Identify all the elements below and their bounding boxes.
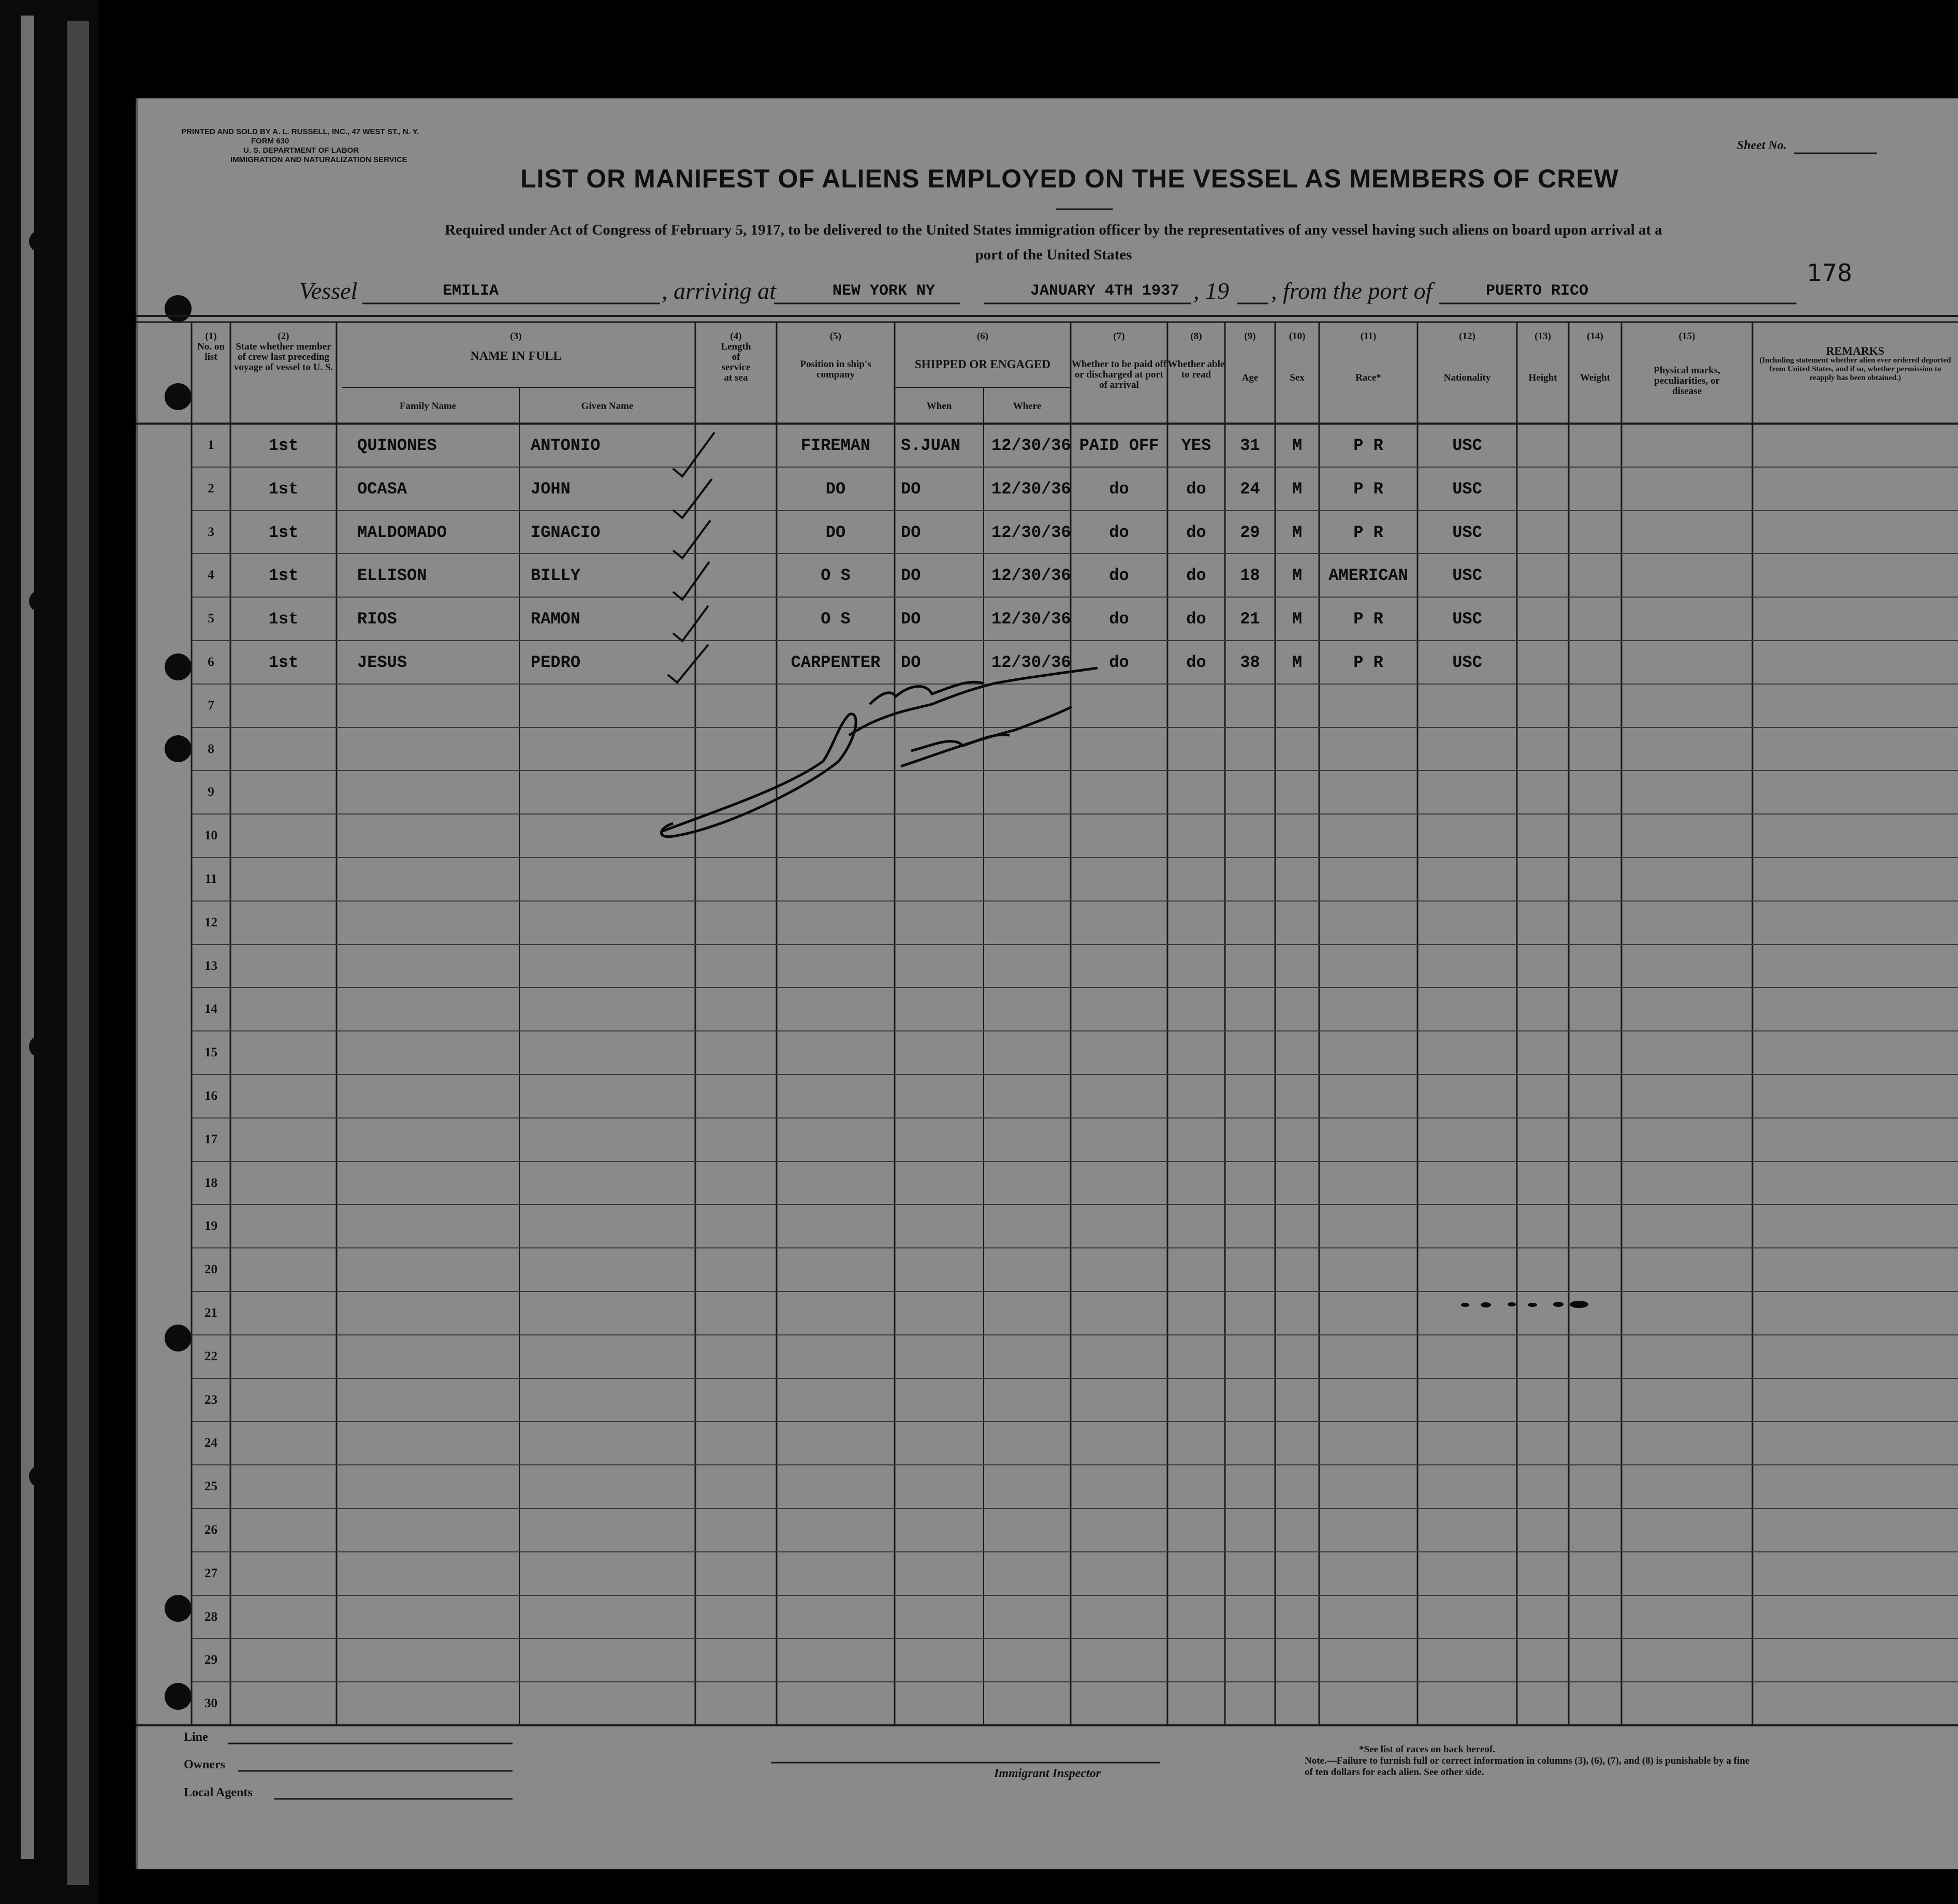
col-num: (2) bbox=[277, 331, 289, 342]
row-number: 22 bbox=[204, 1349, 217, 1363]
cell-when: DO bbox=[901, 479, 921, 499]
row-number: 23 bbox=[204, 1393, 217, 1407]
local-agents-label: Local Agents bbox=[184, 1786, 253, 1799]
cell-age: 21 bbox=[1240, 609, 1260, 629]
cell-sex: M bbox=[1292, 566, 1303, 585]
col-6b-header: Where bbox=[1013, 401, 1042, 412]
col-8-header bbox=[1167, 331, 1225, 380]
subtitle-line-1: Required under Act of Congress of February 5, 1917, to be delivered to the United States immigration officer by the representatives of any vessel having such aliens on board upon arrival at a bbox=[445, 222, 1662, 238]
cell-nationality: USC bbox=[1452, 609, 1482, 629]
row-number: 20 bbox=[204, 1262, 217, 1276]
col-title: Age bbox=[1241, 372, 1259, 383]
arriving-label: , arriving at bbox=[662, 278, 777, 304]
row-number: 19 bbox=[204, 1219, 217, 1233]
row-number: 4 bbox=[208, 568, 214, 582]
row-number: 24 bbox=[204, 1436, 217, 1450]
col-title: Length of service at sea bbox=[721, 341, 751, 383]
row-number: 26 bbox=[204, 1523, 217, 1537]
col-13-header bbox=[1517, 331, 1569, 383]
cell-nationality: USC bbox=[1452, 566, 1482, 585]
col-num: (3) bbox=[510, 331, 522, 342]
cell-paid: PAID OFF bbox=[1079, 436, 1159, 455]
row-number: 28 bbox=[204, 1610, 217, 1624]
inspector-label: Immigrant Inspector bbox=[994, 1767, 1101, 1780]
row-number: 14 bbox=[204, 1002, 217, 1016]
col-num: (15) bbox=[1678, 331, 1696, 342]
row-number: 12 bbox=[204, 915, 217, 929]
cell-age: 31 bbox=[1240, 436, 1260, 455]
col-6a-header: When bbox=[926, 401, 952, 412]
row-number: 5 bbox=[208, 612, 214, 626]
col-1-header bbox=[192, 331, 230, 362]
cell-read: YES bbox=[1181, 436, 1211, 455]
cell-race: AMERICAN bbox=[1328, 566, 1408, 585]
cell-position: DO bbox=[825, 479, 846, 499]
cell-position: O S bbox=[821, 609, 851, 629]
col-12-header bbox=[1418, 331, 1517, 383]
col-7-header bbox=[1071, 331, 1167, 390]
sheet-label: Sheet No. bbox=[1737, 139, 1787, 152]
cell-voyage: 1st bbox=[268, 436, 299, 455]
row-number: 27 bbox=[204, 1566, 217, 1580]
cell-family: QUINONES bbox=[357, 436, 437, 455]
row-number: 30 bbox=[204, 1696, 217, 1710]
cell-family: JESUS bbox=[357, 653, 407, 672]
cell-position: CARPENTER bbox=[791, 653, 881, 672]
cell-paid: do bbox=[1109, 609, 1129, 629]
row-number: 3 bbox=[208, 525, 214, 539]
col-num: (6) bbox=[976, 331, 989, 342]
col-title: REMARKS bbox=[1826, 344, 1884, 357]
arrival-date: JANUARY 4TH 1937 bbox=[1030, 282, 1180, 300]
col-2-header bbox=[233, 331, 334, 373]
inspector-signature bbox=[662, 668, 1098, 837]
year-label: , 19 bbox=[1193, 278, 1229, 304]
col-title: Weight bbox=[1580, 372, 1611, 383]
row-number: 2 bbox=[208, 482, 214, 496]
fine-note: Note.—Failure to furnish full or correct information in columns (3), (6), (7), and (8) is punishable by a fine of ten dollars for each alien. See other side. bbox=[1305, 1755, 1750, 1778]
cell-given: BILLY bbox=[531, 566, 581, 585]
row-number: 13 bbox=[204, 959, 217, 973]
col-15-header bbox=[1621, 331, 1752, 397]
col-16-header bbox=[1752, 346, 1958, 383]
vessel-label: Vessel bbox=[299, 278, 358, 304]
cell-sex: M bbox=[1292, 436, 1303, 455]
subtitle-line-2: port of the United States bbox=[975, 246, 1132, 263]
cell-voyage: 1st bbox=[268, 653, 299, 672]
cell-race: P R bbox=[1353, 436, 1383, 455]
cell-sex: M bbox=[1292, 653, 1303, 672]
row-number: 18 bbox=[204, 1176, 217, 1190]
cell-when: DO bbox=[901, 566, 921, 585]
cell-sex: M bbox=[1292, 479, 1303, 499]
col-4-header bbox=[695, 331, 777, 383]
cell-race: P R bbox=[1353, 653, 1383, 672]
col-num: (9) bbox=[1244, 331, 1256, 342]
col-num: (5) bbox=[829, 331, 842, 342]
row-number: 1 bbox=[208, 438, 214, 452]
row-number: 25 bbox=[204, 1479, 217, 1493]
col-title: SHIPPED OR ENGAGED bbox=[915, 358, 1050, 371]
col-num: (7) bbox=[1113, 331, 1125, 342]
cell-when: DO bbox=[901, 653, 921, 672]
col-9-header bbox=[1225, 331, 1275, 383]
cell-paid: do bbox=[1109, 566, 1129, 585]
col-num: (13) bbox=[1535, 331, 1551, 342]
col-title: Race* bbox=[1355, 372, 1381, 383]
cell-nationality: USC bbox=[1452, 436, 1482, 455]
col-title: No. on list bbox=[197, 341, 225, 362]
cell-voyage: 1st bbox=[268, 609, 299, 629]
row-number: 17 bbox=[204, 1132, 217, 1146]
col-num: (11) bbox=[1360, 331, 1377, 342]
col-num: (8) bbox=[1190, 331, 1202, 342]
row-number: 7 bbox=[208, 699, 214, 713]
col-11-header bbox=[1319, 331, 1418, 383]
cell-where: 12/30/36 bbox=[991, 609, 1071, 629]
col-title: Position in ship's company bbox=[800, 359, 871, 380]
cell-where: 12/30/36 bbox=[991, 523, 1071, 542]
cell-voyage: 1st bbox=[268, 523, 299, 542]
cell-paid: do bbox=[1109, 479, 1129, 499]
cell-given: JOHN bbox=[531, 479, 571, 499]
col-title: Physical marks, peculiarities, or disease bbox=[1654, 365, 1720, 397]
col-num: (4) bbox=[730, 331, 742, 342]
col-title: Whether able to read bbox=[1167, 359, 1225, 380]
cell-family: OCASA bbox=[357, 479, 407, 499]
line-label: Line bbox=[184, 1731, 208, 1744]
row-number: 11 bbox=[204, 872, 217, 886]
races-note: *See list of races on back hereof. bbox=[1359, 1744, 1495, 1755]
col-num: (12) bbox=[1459, 331, 1475, 342]
col-num: (10) bbox=[1289, 331, 1306, 342]
row-number: 10 bbox=[204, 829, 217, 842]
cell-family: RIOS bbox=[357, 609, 397, 629]
cell-race: P R bbox=[1353, 523, 1383, 542]
cell-age: 18 bbox=[1240, 566, 1260, 585]
col-10-header bbox=[1275, 331, 1319, 383]
row-number: 6 bbox=[208, 655, 214, 669]
col-title: Nationality bbox=[1443, 372, 1491, 383]
row-number: 21 bbox=[204, 1306, 217, 1320]
cell-position: O S bbox=[821, 566, 851, 585]
cell-when: S.JUAN bbox=[901, 436, 961, 455]
col-title: State whether member of crew last preceding voyage of vessel to U. S. bbox=[233, 341, 333, 373]
departure-port: PUERTO RICO bbox=[1486, 282, 1589, 300]
cell-when: DO bbox=[901, 523, 921, 542]
cell-read: do bbox=[1186, 609, 1206, 629]
cell-voyage: 1st bbox=[268, 566, 299, 585]
cell-given: IGNACIO bbox=[531, 523, 601, 542]
cell-when: DO bbox=[901, 609, 921, 629]
col-note: (Including statement whether alien ever ordered deported from United States, and if so, whether permission to reapply has been obtained.) bbox=[1759, 356, 1951, 382]
cell-given: RAMON bbox=[531, 609, 581, 629]
cell-nationality: USC bbox=[1452, 523, 1482, 542]
cell-race: P R bbox=[1353, 609, 1383, 629]
cell-given: PEDRO bbox=[531, 653, 581, 672]
col-title: Height bbox=[1528, 372, 1557, 383]
cell-given: ANTONIO bbox=[531, 436, 601, 455]
cell-age: 38 bbox=[1240, 653, 1260, 672]
col-title: Sex bbox=[1290, 372, 1305, 383]
vessel-name: EMILIA bbox=[443, 282, 499, 300]
col-14-header bbox=[1569, 331, 1621, 383]
page-title: LIST OR MANIFEST OF ALIENS EMPLOYED ON THE VESSEL AS MEMBERS OF CREW bbox=[520, 164, 1619, 193]
arrival-port: NEW YORK NY bbox=[832, 282, 936, 300]
row-number: 8 bbox=[208, 742, 214, 756]
row-number: 16 bbox=[204, 1089, 217, 1103]
owners-label: Owners bbox=[184, 1758, 225, 1771]
cell-read: do bbox=[1186, 566, 1206, 585]
cell-age: 29 bbox=[1240, 523, 1260, 542]
cell-where: 12/30/36 bbox=[991, 479, 1071, 499]
col-3-header bbox=[337, 331, 695, 361]
col-5-header bbox=[777, 331, 895, 380]
printer-line: PRINTED AND SOLD BY A. L. RUSSELL, INC., 47 WEST ST., N. Y. bbox=[181, 127, 419, 136]
cell-where: 12/30/36 bbox=[991, 566, 1071, 585]
cell-voyage: 1st bbox=[268, 479, 299, 499]
cell-sex: M bbox=[1292, 523, 1303, 542]
cell-family: MALDOMADO bbox=[357, 523, 447, 542]
form-number: FORM 630 bbox=[251, 137, 289, 146]
cell-position: FIREMAN bbox=[800, 436, 871, 455]
cell-paid: do bbox=[1109, 523, 1129, 542]
col-num: (1) bbox=[205, 331, 217, 342]
cell-age: 24 bbox=[1240, 479, 1260, 499]
col-6-header bbox=[895, 331, 1071, 370]
row-number: 29 bbox=[204, 1653, 217, 1667]
row-number: 9 bbox=[208, 785, 214, 799]
checkmarks bbox=[668, 432, 714, 682]
cell-read: do bbox=[1186, 653, 1206, 672]
cell-family: ELLISON bbox=[357, 566, 427, 585]
cell-read: do bbox=[1186, 479, 1206, 499]
col-title: Whether to be paid off or discharged at port of arrival bbox=[1071, 359, 1167, 390]
from-port-label: , from the port of bbox=[1271, 278, 1433, 304]
cell-position: DO bbox=[825, 523, 846, 542]
col-title: NAME IN FULL bbox=[470, 350, 562, 363]
cell-paid: do bbox=[1109, 653, 1129, 672]
col-3b-header: Given Name bbox=[581, 401, 634, 412]
col-num: (14) bbox=[1587, 331, 1603, 342]
cell-where: 12/30/36 bbox=[991, 436, 1071, 455]
service-name: IMMIGRATION AND NATURALIZATION SERVICE bbox=[230, 155, 407, 164]
department: U. S. DEPARTMENT OF LABOR bbox=[243, 146, 359, 155]
sheet-number: 178 bbox=[1807, 259, 1852, 287]
cell-read: do bbox=[1186, 523, 1206, 542]
cell-race: P R bbox=[1353, 479, 1383, 499]
cell-sex: M bbox=[1292, 609, 1303, 629]
cell-where: 12/30/36 bbox=[991, 653, 1071, 672]
col-3a-header: Family Name bbox=[399, 401, 457, 412]
row-number: 15 bbox=[204, 1045, 217, 1059]
cell-nationality: USC bbox=[1452, 653, 1482, 672]
cell-nationality: USC bbox=[1452, 479, 1482, 499]
